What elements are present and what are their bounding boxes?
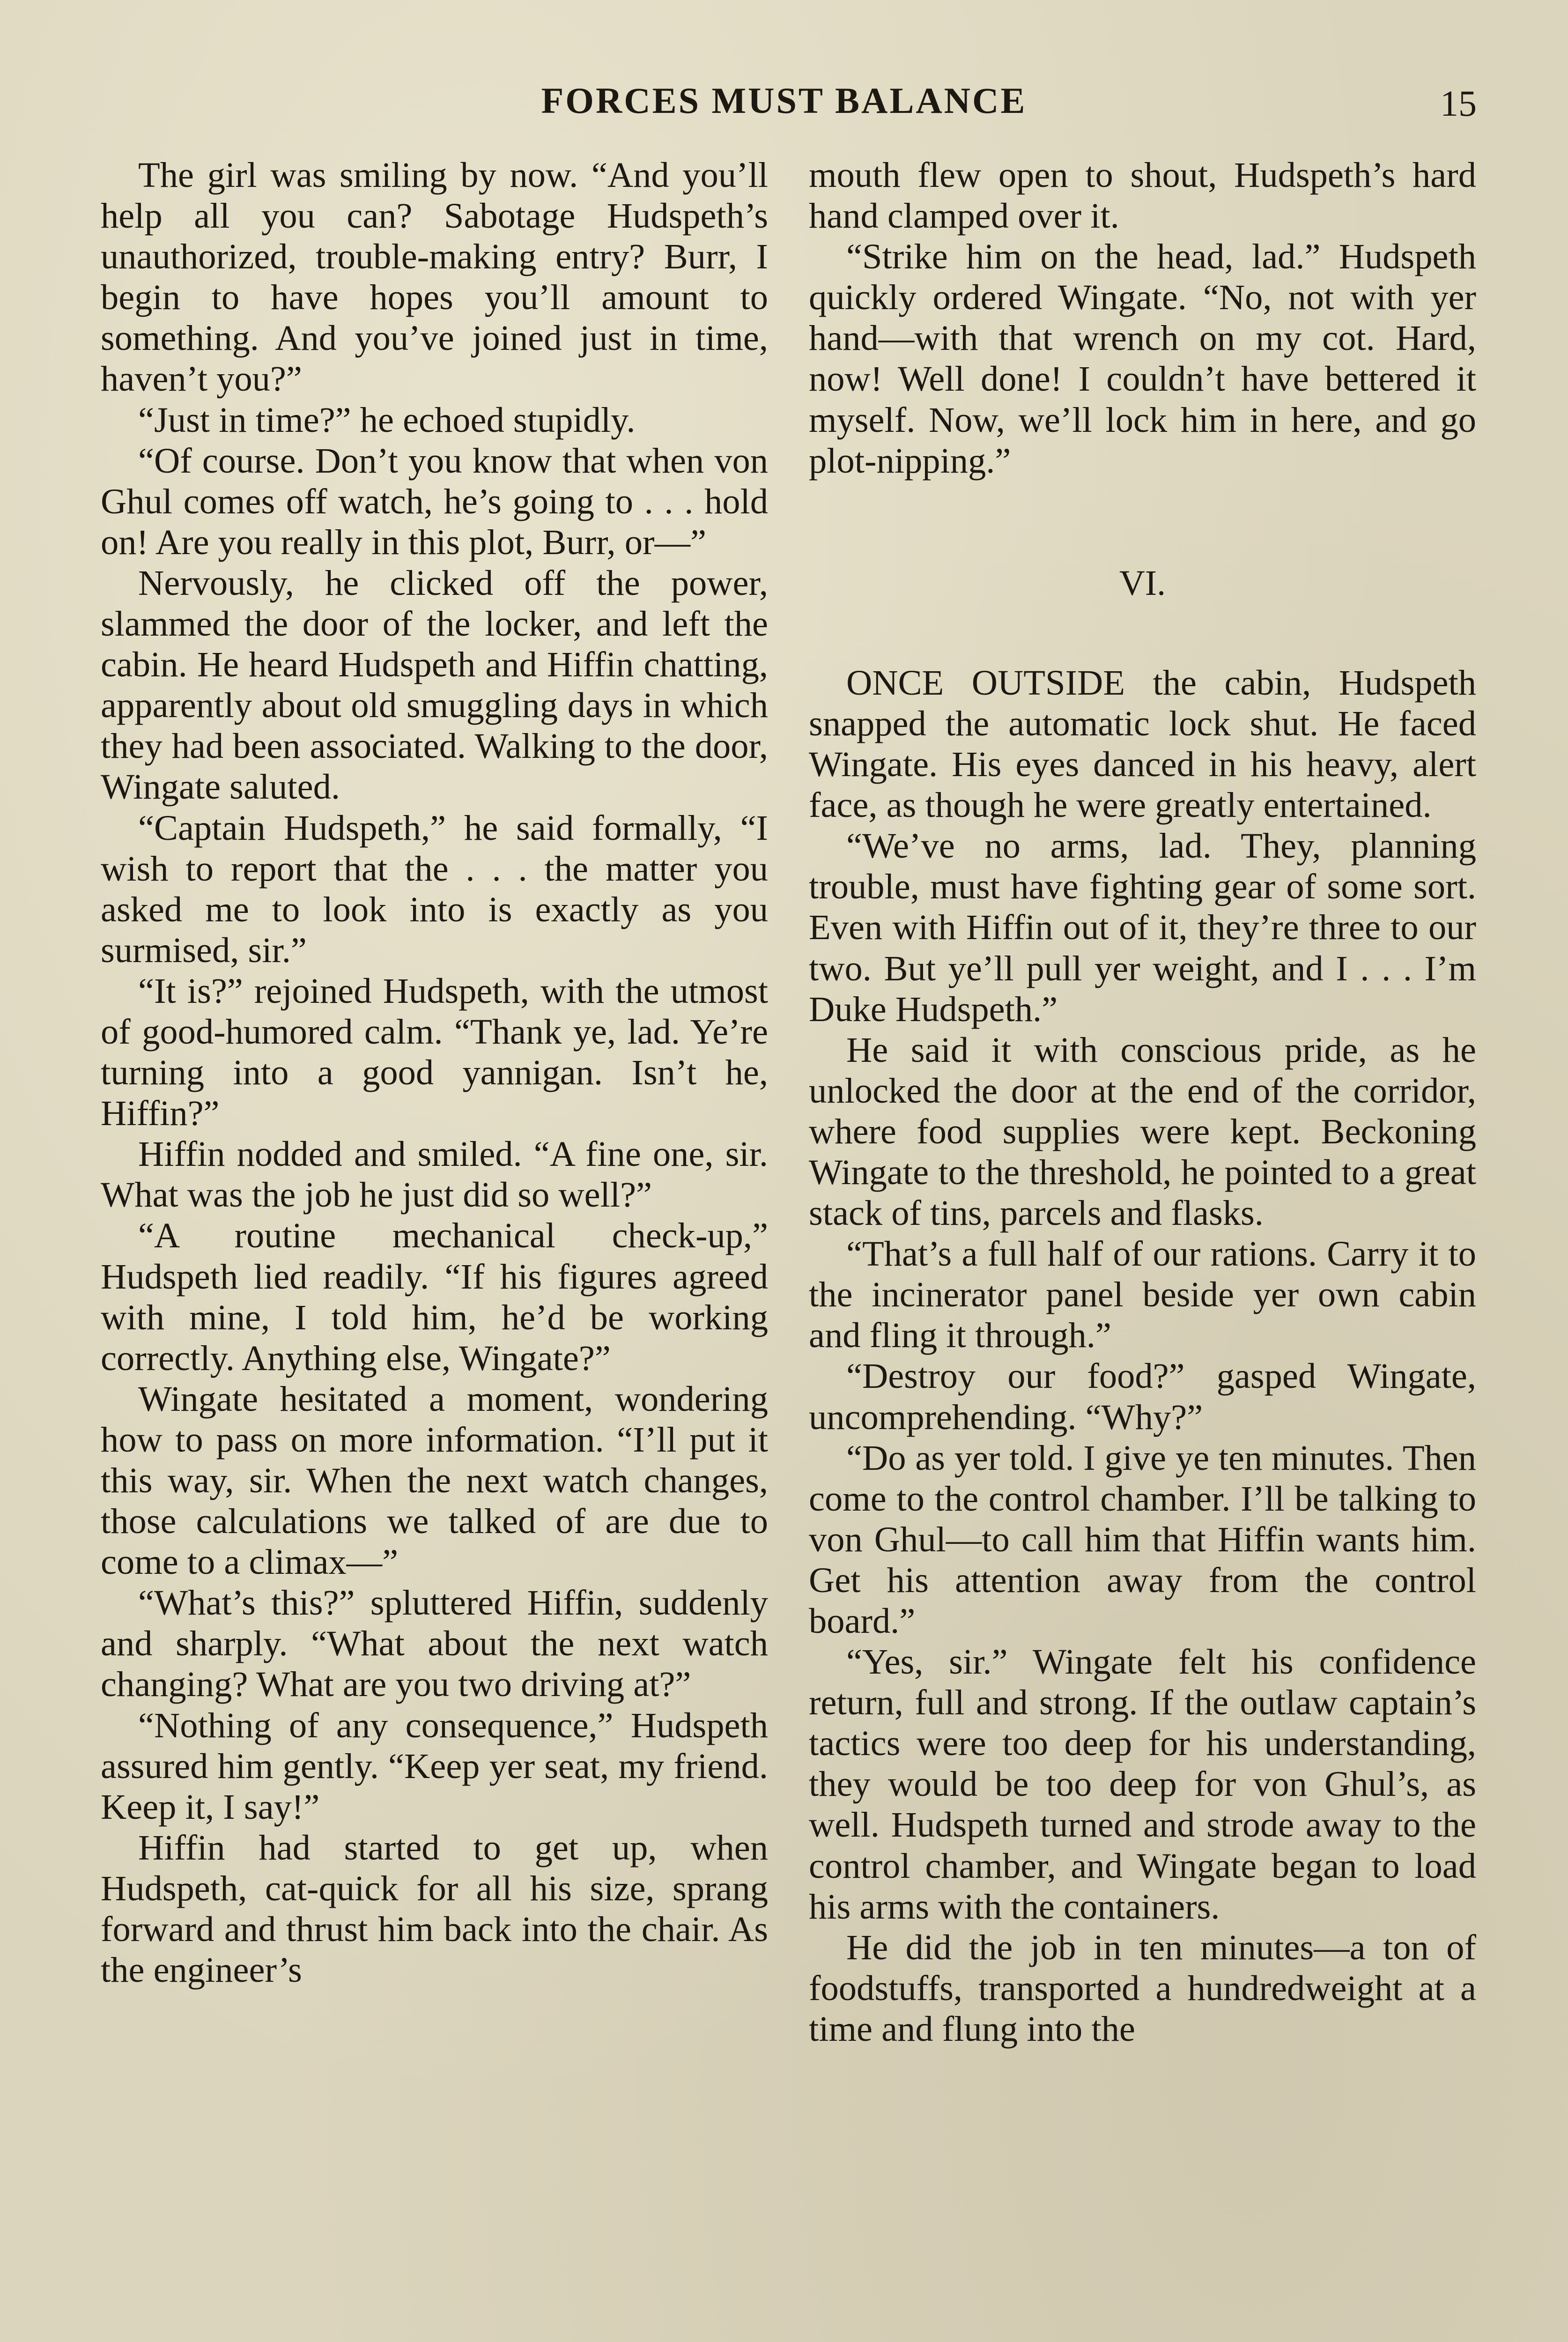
paragraph: “Of course. Don’t you know that when von Ghul comes off watch, he’s going to . . . hold on! Are you really in this plot, Burr, or—” [101,440,768,562]
continued-paragraph: mouth flew open to shout, Hudspeth’s hard hand clamped over it. [809,155,1476,236]
paragraph: “Yes, sir.” Wingate felt his confidence return, full and strong. If the outlaw captain’s tactics were too deep for his understanding, they would be too deep for von Ghul’s, as well. Hudspeth turned and strode away to the control chamber, and Wingate began to load his arms with the containers. [809,1642,1476,1927]
paragraph: “Destroy our food?” gasped Wingate, uncomprehending. “Why?” [809,1356,1476,1437]
paragraph: He did the job in ten minutes—a ton of foodstuffs, transported a hundredweight at a time and flung into the [809,1927,1476,2049]
paragraph: Wingate hesitated a moment, wondering how to pass on more information. “I’ll put it this way, sir. When the next watch changes, those calculations we talked of are due to come to a climax—” [101,1379,768,1582]
paragraph: “It is?” rejoined Hudspeth, with the utmost of good-humored calm. “Thank ye, lad. Ye’re turning into a good yannigan. Isn’t he, Hiffin?” [101,971,768,1134]
paragraph: “What’s this?” spluttered Hiffin, suddenly and sharply. “What about the next watch changing? What are you two driving at?” [101,1583,768,1705]
page-number: 15 [1440,83,1477,124]
paragraph: The girl was smiling by now. “And you’ll help all you can? Sabotage Hudspeth’s unauthorized, trouble-making entry? Burr, I begin to have hopes you’ll amount to something. And you’ve joined just in time, haven’t you?” [101,155,768,399]
paragraph: “Just in time?” he echoed stupidly. [138,400,636,440]
paragraph: “A routine mechanical check-up,” Hudspeth lied readily. “If his figures agreed with mine, I told him, he’d be working correctly. Anything else, Wingate?” [101,1215,768,1378]
right-column [809,155,1476,2049]
paragraph: “We’ve no arms, lad. They, planning trouble, must have fighting gear of some sort. Even with Hiffin out of it, they’re three to our two. But ye’ll pull yer weight, and I . . . I’m Duke Hudspeth.” [809,826,1476,1029]
paragraph: “Do as yer told. I give ye ten minutes. Then come to the control chamber. I’ll be talking to von Ghul—to call him that Hiffin wants him. Get his attention away from the control board.” [809,1438,1476,1641]
paragraph: Hiffin nodded and smiled. “A fine one, sir. What was the job he just did so well?” [101,1134,768,1215]
paragraph: “Captain Hudspeth,” he said formally, “I wish to report that the . . . the matter you asked me to look into is exactly as you surmised, sir.” [101,808,768,970]
paragraph: He said it with conscious pride, as he unlocked the door at the end of the corridor, where food supplies were kept. Beckoning Wingate to the threshold, he pointed to a great stack of tins, parcels and flasks. [809,1030,1476,1233]
paragraph: ONCE OUTSIDE the cabin, Hudspeth snapped the automatic lock shut. He faced Wingate. His eyes danced in his heavy, alert face, as though he were greatly entertained. [809,662,1476,825]
paragraph: “Nothing of any consequence,” Hudspeth assured him gently. “Keep yer seat, my friend. Keep it, I say!” [101,1705,768,1827]
section-heading: VI. [1119,563,1166,603]
page-header [0,80,1568,131]
paragraph: Hiffin had started to get up, when Hudspeth, cat-quick for all his size, sprang forward and thrust him back into the chair. As the engineer’s [101,1827,768,1990]
paragraph: Nervously, he clicked off the power, slammed the door of the locker, and left the cabin. He heard Hudspeth and Hiffin chatting, apparently about old smuggling days in which they had been associated. Walking to the door, Wingate saluted. [101,563,768,807]
left-column [101,155,768,1990]
paragraph: “Strike him on the head, lad.” Hudspeth quickly ordered Wingate. “No, not with yer hand—with that wrench on my cot. Hard, now! Well done! I couldn’t have bettered it myself. Now, we’ll lock him in here, and go plot-nipping.” [809,237,1476,481]
running-title: FORCES MUST BALANCE [541,80,1027,121]
paragraph: “That’s a full half of our rations. Carry it to the incinerator panel beside yer own cabin and fling it through.” [809,1234,1476,1356]
